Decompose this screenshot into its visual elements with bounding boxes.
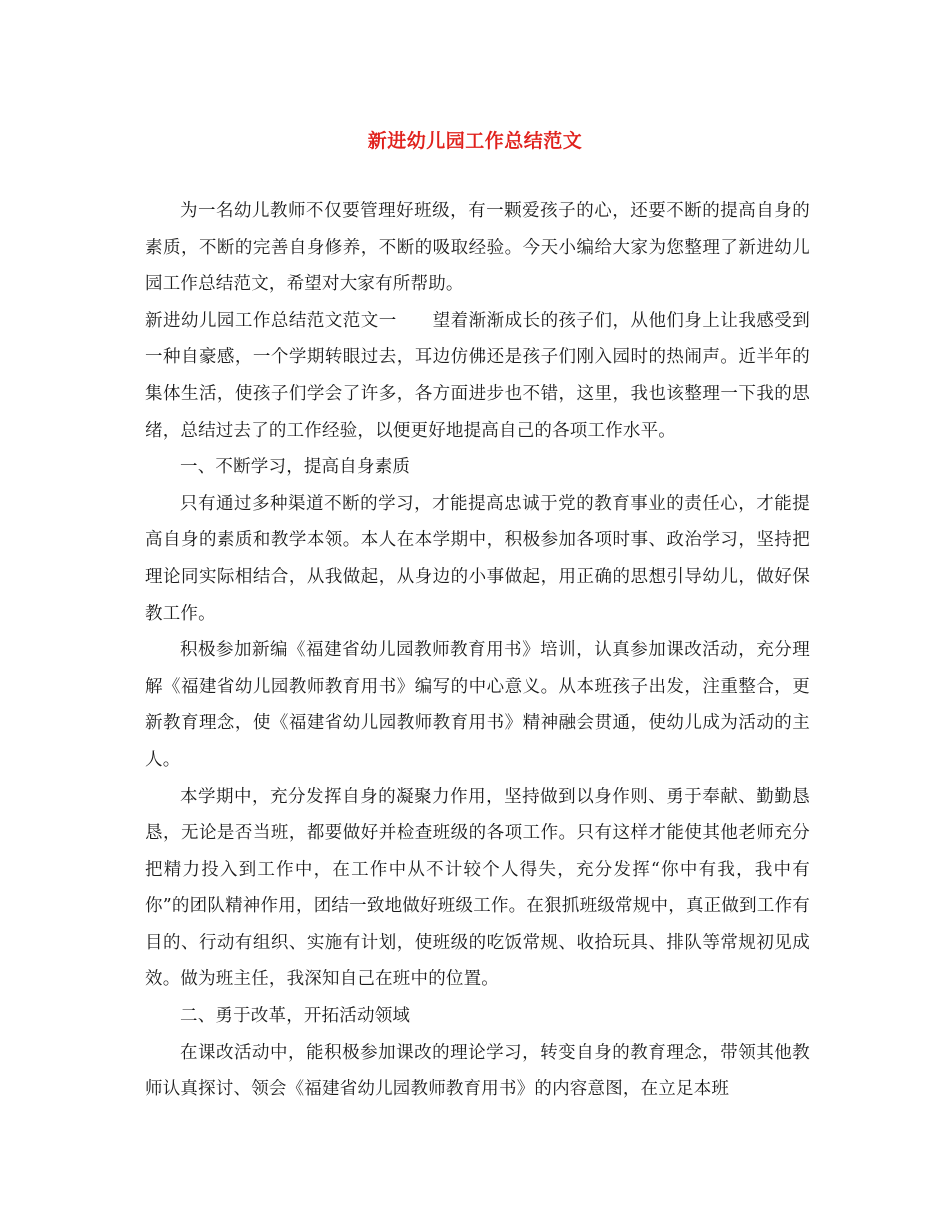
- paragraph-intro: 为一名幼儿教师不仅要管理好班级，有一颗爱孩子的心，还要不断的提高自身的素质，不断的完善自身修养，不断的吸取经验。今天小编给大家为您整理了新进幼儿园工作总结范文，希望对大家有所帮助。: [145, 201, 810, 295]
- document-body: [145, 193, 810, 1108]
- section-heading-learning: 一、不断学习，提高自身素质: [180, 457, 411, 478]
- paragraph-teamwork: 本学期中，充分发挥自身的凝聚力作用，坚持做到以身作则、勇于奉献、勤勤恳恳，无论是否当班，都要做好并检查班级的各项工作。只有这样才能使其他老师充分把精力投入到工作中，在工作中从不计较个人得失，充分发挥“你中有我，我中有你”的团队精神作用，团结一致地做好班级工作。在狠抓班级常规中，真正做到工作有目的、行动有组织、实施有计划，使班级的吃饭常规、收拾玩具、排队等常规初见成效。做为班主任，我深知自己在班中的位置。: [145, 786, 810, 990]
- paragraph-learning: 只有通过多种渠道不断的学习，才能提高忠诚于党的教育事业的责任心，才能提高自身的素质和教学本领。本人在本学期中，积极参加各项时事、政治学习，坚持把理论同实际相结合，从我做起，从身边的小事做起，用正确的思想引导幼儿，做好保教工作。: [145, 493, 810, 624]
- paragraph-training: 积极参加新编《福建省幼儿园教师教育用书》培训，认真参加课改活动，充分理解《福建省幼儿园教师教育用书》编写的中心意义。从本班孩子出发，注重整合，更新教育理念，使《福建省幼儿园教师教育用书》精神融会贯通，使幼儿成为活动的主人。: [145, 640, 810, 770]
- paragraph-reform: 在课改活动中，能积极参加课改的理论学习，转变自身的教育理念，带领其他教师认真探讨、领会《福建省幼儿园教师教育用书》的内容意图，在立足本班: [145, 1042, 810, 1100]
- document-title: 新进幼儿园工作总结范文: [367, 130, 583, 152]
- paragraph-section-one-lead: 新进幼儿园工作总结范文范文一 望着渐渐成长的孩子们，从他们身上让我感受到一种自豪感，一个学期转眼过去，耳边仿佛还是孩子们刚入园时的热闹声。近半年的集体生活，使孩子们学会了许多，各方面进步也不错，这里，我也该整理一下我的思绪，总结过去了的工作经验，以便更好地提高自己的各项工作水平。: [145, 310, 810, 441]
- section-heading-reform: 二、勇于改革，开拓活动领域: [180, 1006, 411, 1027]
